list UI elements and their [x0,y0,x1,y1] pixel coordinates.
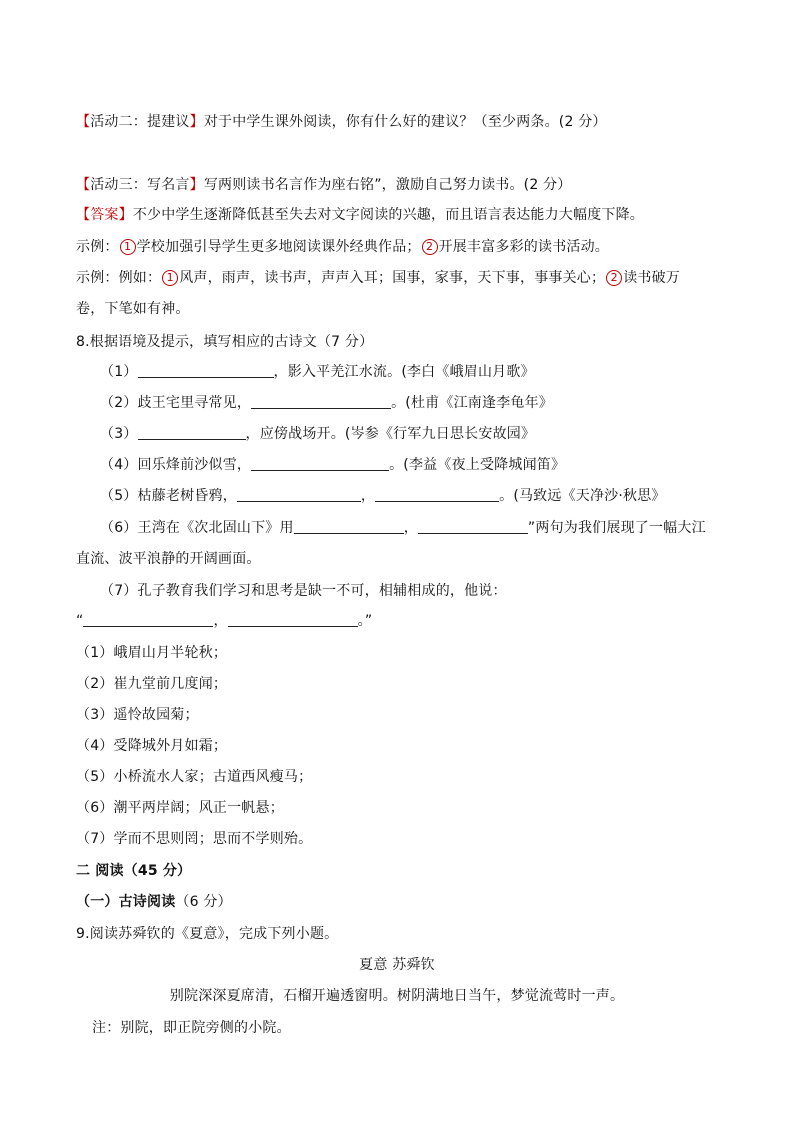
activity3-text: 写两则读书名言作为座右铭”，激励自己努力读书。(2 分） [203,177,572,193]
answer-text: 不少中学生逐渐降低甚至失去对文字阅读的兴趣，而且语言表达能力大幅度下降。 [132,207,645,223]
close-quote: 。” [357,613,373,629]
q8-item-5-comma: ， [360,488,376,504]
q8-item-1-text: ，影入平羌江水流。(李白《峨眉山月歌》 [273,364,535,380]
answer-blank[interactable] [138,363,274,378]
q8-item-6-comma: ， [403,520,418,536]
q8-item-7-comma: ， [213,613,228,629]
example1-prefix: 示例： [76,239,119,255]
q8-answer-7: （7）学而不思则罔；思而不学则殆。 [76,831,313,847]
q9-prompt: 9.阅读苏舜钦的《夏意》，完成下列小题。 [76,926,339,942]
answer-blank[interactable] [228,612,358,627]
subheading-score: （6 分） [175,894,232,910]
q8-item-2 [100,393,553,413]
answer-blank[interactable] [375,487,499,502]
answer-blank[interactable] [251,394,391,409]
q8-item-4-source: 。(李益《夜上受降城闻笛》 [389,457,566,473]
activity2-line [76,112,607,132]
q8-answer-2: （2）崔九堂前几度闻； [76,676,228,692]
answer-line [76,205,644,225]
q8-answer-3: （3）遥怜故园菊； [76,707,199,723]
q8-item-1 [100,362,535,382]
answer-blank[interactable] [237,487,361,502]
q8-item-3-label: （3） [100,426,138,442]
q8-item-6 [100,518,706,538]
q8-item-5 [100,486,666,506]
example1-part1: 学校加强引导学生更多地阅读课外经典作品； [136,239,421,255]
q8-item-7: （7）孔子教育我们学习和思考是缺一不可，相辅相成的，他说： [100,583,507,599]
activity3-line [76,175,571,195]
example1-part2: 开展丰富多彩的读书活动。 [438,239,610,255]
activity2-tag: 活动二：提建议 [90,114,190,130]
poem-body: 别院深深夏席清，石榴开遍透窗明。树阴满地日当午，梦觉流莺时一声。 [169,988,625,1004]
q8-item-6-text: （6）王湾在《次北固山下》用 [100,520,294,536]
q8-item-2-source: 。(杜甫《江南逢李龟年》 [391,395,553,411]
bracket-close: 】 [189,114,204,130]
q8-item-3 [100,424,535,444]
section2-subheading [76,892,232,912]
circled-number-2: 2 [606,270,622,286]
circled-number-2: 2 [422,239,438,255]
q8-item-3-text: ，应傍战场开。(岑参《行军九日思长安故园》 [245,426,536,442]
q8-item-6-continuation: 直流、波平浪静的开阔画面。 [76,551,261,567]
section2-heading: 二 阅读（45 分） [76,863,192,879]
q8-answer-5: （5）小桥流水人家；古道西风瘦马； [76,769,313,785]
q8-answer-1: （1）峨眉山月半轮秋； [76,645,228,661]
example2-continuation: 卷，下笔如有神。 [76,301,190,317]
q8-item-4 [100,455,565,475]
answer-blank[interactable] [418,519,528,534]
q8-item-2-text: （2）歧王宅里寻常见， [100,395,252,411]
circled-number-1: 1 [120,239,136,255]
answer-blank[interactable] [83,612,213,627]
example2-prefix: 示例：例如： [76,270,162,286]
answer-blank[interactable] [251,456,389,471]
q8-item-5-text: （5）枯藤老树昏鸦， [100,488,237,504]
open-quote: “ [76,613,84,629]
q8-item-4-text: （4）回乐烽前沙似雪， [100,457,252,473]
q8-item-5-source: 。(马致远《天净沙·秋思》 [499,488,666,504]
example2-line [76,268,680,288]
poem-note: 注：别院，即正院旁侧的小院。 [92,1020,291,1036]
example2-part2: 读书破万 [623,270,681,286]
bracket-close: 】 [189,177,204,193]
q8-title: 8.根据语境及提示，填写相应的古诗文（7 分） [76,334,374,350]
q8-item-7-blanks [76,611,372,631]
poem-title: 夏意 苏舜钦 [359,957,435,973]
q8-answer-4: （4）受降城外月如霜； [76,738,228,754]
activity3-tag: 活动三：写名言 [90,177,190,193]
answer-blank[interactable] [294,519,404,534]
example1-line [76,237,609,257]
bracket-open: 【 [76,177,91,193]
answer-blank[interactable] [138,425,246,440]
bracket-open: 【 [76,114,91,130]
circled-number-1: 1 [162,270,178,286]
example2-part1: 风声，雨声，读书声，声声入耳；国事，家事，天下事，事事关心； [179,270,606,286]
answer-label: 【答案】 [76,207,133,223]
q8-item-1-label: （1） [100,364,138,380]
activity2-text: 对于中学生课外阅读，你有什么好的建议？（至少两条。(2 分） [203,114,607,130]
subheading-title: （一）古诗阅读 [76,894,176,910]
q8-item-6-tail: ”两句为我们展现了一幅大江 [527,520,706,536]
q8-answer-6: （6）潮平两岸阔；风正一帆悬； [76,800,284,816]
